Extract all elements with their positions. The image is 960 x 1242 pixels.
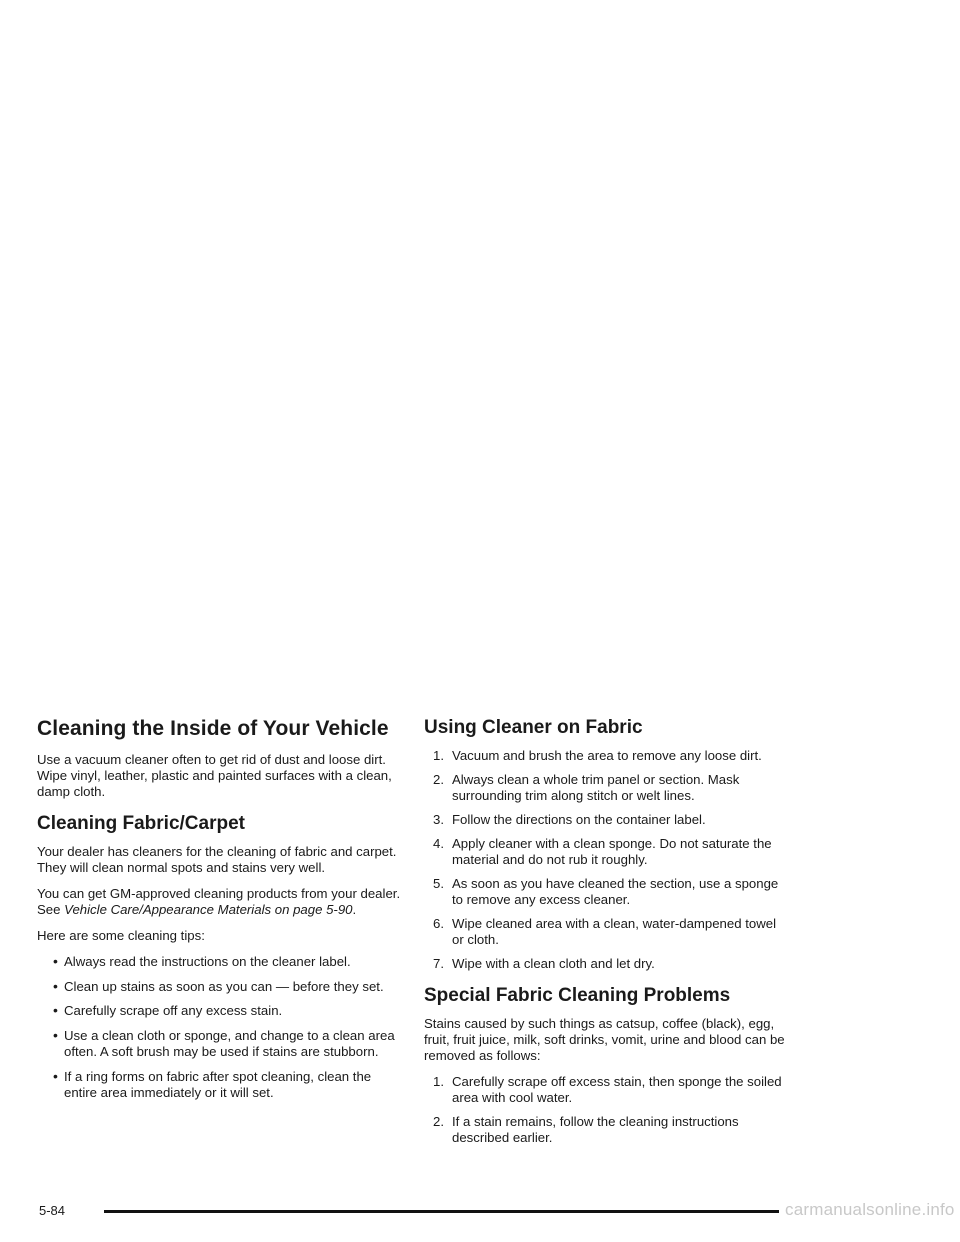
dealer-cleaners-paragraph: Your dealer has cleaners for the cleaning of fabric and carpet. They will clean normal spots and stains very well. xyxy=(37,844,397,875)
list-item xyxy=(424,1114,789,1146)
bullet-icon: • xyxy=(53,1026,58,1043)
step-text: If a stain remains, follow the cleaning instructions described earlier. xyxy=(452,1114,739,1145)
section-title-cleaning-inside: Cleaning the Inside of Your Vehicle xyxy=(37,717,389,740)
watermark: carmanualsonline.info xyxy=(785,1200,955,1219)
tip-text: If a ring forms on fabric after spot cleaning, clean the entire area immediately or it will set. xyxy=(64,1068,372,1100)
cross-reference-link[interactable]: Vehicle Care/Appearance Materials on page 5-90 xyxy=(64,902,353,917)
step-text: Apply cleaner with a clean sponge. Do not saturate the material and do not rub it roughly. xyxy=(452,836,772,867)
list-item xyxy=(424,748,789,764)
step-text: Vacuum and brush the area to remove any loose dirt. xyxy=(452,748,762,763)
list-item xyxy=(424,1074,789,1106)
list-item xyxy=(37,1003,402,1020)
cleaning-tips-list xyxy=(37,954,402,1102)
special-steps xyxy=(424,1074,789,1146)
gm-products-end: . xyxy=(352,902,357,917)
list-item xyxy=(37,1069,402,1102)
list-item xyxy=(37,979,402,996)
tip-text: Clean up stains as soon as you can — before they set. xyxy=(64,978,384,994)
page-number: 5-84 xyxy=(39,1203,66,1218)
section-title-using-cleaner: Using Cleaner on Fabric xyxy=(424,717,643,738)
bullet-icon: • xyxy=(53,977,58,994)
step-number: 1. xyxy=(433,1074,444,1089)
section-title-special-problems: Special Fabric Cleaning Problems xyxy=(424,985,731,1006)
list-item xyxy=(37,954,402,971)
step-text: Always clean a whole trim panel or section. Mask surrounding trim along stitch or welt lines. xyxy=(452,772,740,803)
step-number: 7. xyxy=(433,956,444,971)
step-number: 3. xyxy=(433,812,444,827)
bullet-icon: • xyxy=(53,1067,58,1084)
section-title-fabric-carpet: Cleaning Fabric/Carpet xyxy=(37,813,245,834)
special-intro-paragraph: Stains caused by such things as catsup, coffee (black), egg, fruit, fruit juice, milk, soft drinks, vomit, urine and blood can be removed as follows: xyxy=(424,1016,785,1063)
tip-text: Always read the instructions on the cleaner label. xyxy=(64,954,351,969)
tips-intro: Here are some cleaning tips: xyxy=(37,928,205,943)
bullet-icon: • xyxy=(53,1002,58,1018)
footer-divider xyxy=(104,1210,779,1213)
list-item xyxy=(424,956,789,972)
using-cleaner-steps xyxy=(424,748,789,972)
step-number: 6. xyxy=(433,916,444,931)
step-text: Follow the directions on the container label. xyxy=(452,812,706,827)
step-number: 2. xyxy=(433,772,444,787)
tip-text: Carefully scrape off any excess stain. xyxy=(64,1003,283,1018)
step-number: 4. xyxy=(433,836,444,851)
step-text: Wipe with a clean cloth and let dry. xyxy=(452,956,655,971)
step-text: As soon as you have cleaned the section, use a sponge to remove any excess cleaner. xyxy=(452,876,779,907)
list-item xyxy=(424,812,789,828)
step-number: 2. xyxy=(433,1114,444,1129)
gm-products-text: You can get GM-approved cleaning products from your dealer. See xyxy=(37,886,401,917)
step-number: 5. xyxy=(433,876,444,891)
list-item xyxy=(424,916,789,948)
bullet-icon: • xyxy=(53,953,58,969)
step-text: Carefully scrape off excess stain, then sponge the soiled area with cool water. xyxy=(452,1074,782,1105)
gm-products-paragraph xyxy=(37,886,402,918)
list-item xyxy=(424,836,789,868)
intro-paragraph: Use a vacuum cleaner often to get rid of dust and loose dirt. Wipe vinyl, leather, plastic and painted surfaces with a clean, damp cloth. xyxy=(37,752,392,799)
step-text: Wipe cleaned area with a clean, water-dampened towel or cloth. xyxy=(452,916,777,947)
list-item xyxy=(424,772,789,804)
list-item xyxy=(37,1028,402,1061)
right-column xyxy=(424,716,789,1154)
step-number: 1. xyxy=(433,748,444,763)
list-item xyxy=(424,876,789,908)
left-column xyxy=(37,716,402,1110)
tip-text: Use a clean cloth or sponge, and change to a clean area often. A soft brush may be used if stains are stubborn. xyxy=(64,1027,395,1059)
